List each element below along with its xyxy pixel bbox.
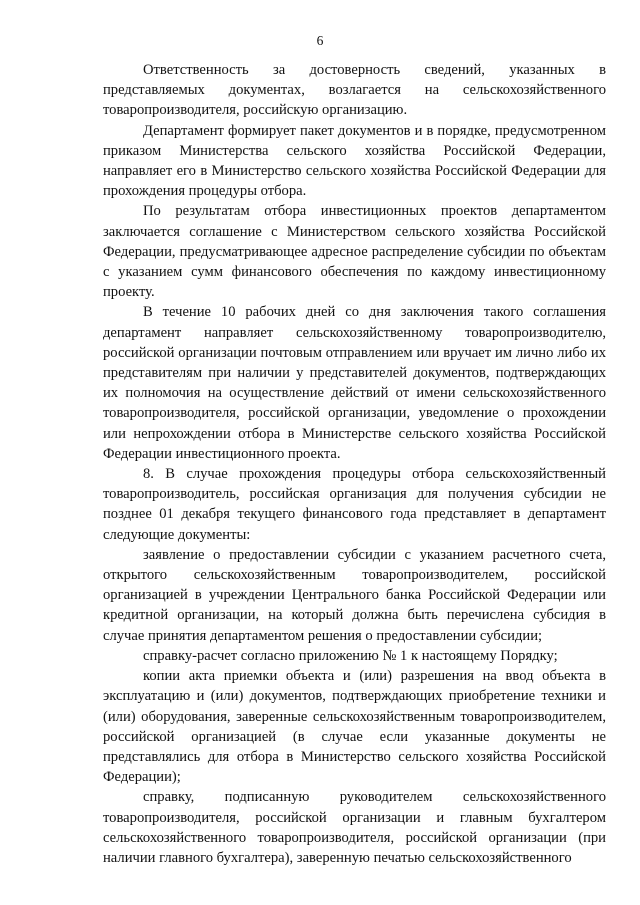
paragraph-responsibility: Ответственность за достоверность сведений, указанных в представляемых документах, возлагается на сельскохозяйственного товаропроизводителя, российскую организацию. <box>103 62 606 119</box>
page-number: 6 <box>316 33 324 48</box>
paragraph-agreement: По результатам отбора инвестиционных проектов департаментом заключается соглашение с Министерством сельского хозяйства Российской Федерации, предусматривающее адресное распределение субсидии по объектам с указанием сумм финансового обеспечения по каждому инвестиционному проекту. <box>103 203 606 301</box>
paragraph-department-package: Департамент формирует пакет документов и в порядке, предусмотренном приказом Министерства сельского хозяйства Российской Федерации, направляет его в Министерство сельского хозяйства Российской Федерации для прохождения процедуры отбора. <box>103 122 606 200</box>
paragraph-notification: В течение 10 рабочих дней со дня заключения такого соглашения департамент направляет сельскохозяйственному товаропроизводителю, российской организации почтовым отправлением или вручает им лично либо их представителям при наличии у представителей документов, подтверждающих их полномочия на осуществление действий от имени сельскохозяйственного товаропроизводителя, российской организации, уведомление о прохождении или непрохождении отбора в Министерстве сельского хозяйства Российской Федерации инвестиционного проекта. <box>103 304 606 462</box>
list-item-signed-certificate: справку, подписанную руководителем сельскохозяйственного товаропроизводителя, российской организации и главным бухгалтером сельскохозяйственного товаропроизводителя, российской организации (при наличии главного бухгалтера), заверенную печатью сельскохозяйственного <box>103 789 606 866</box>
list-item-application: заявление о предоставлении субсидии с указанием расчетного счета, открытого сельскохозяйственным товаропроизводителем, российской организацией в учреждении Центрального банка Российской Федерации или кредитной организации, на который должна быть перечислена субсидия в случае принятия департаментом решения о предоставлении субсидии; <box>103 546 606 644</box>
document-body <box>103 60 606 868</box>
list-item-calculation: справку-расчет согласно приложению № 1 к настоящему Порядку; <box>143 647 558 664</box>
paragraph-item-8: 8. В случае прохождения процедуры отбора сельскохозяйственный товаропроизводитель, российская организация для получения субсидии не позднее 01 декабря текущего финансового года представляет в департамент следующие документы: <box>103 466 606 543</box>
list-item-acceptance-copies: копии акта приемки объекта и (или) разрешения на ввод объекта в эксплуатацию и (или) документов, подтверждающих приобретение техники и (или) оборудования, заверенные сельскохозяйственным товаропроизводителем, российской организацией (в случае если указанные документы не представлялись для отбора в Министерство сельского хозяйства Российской Федерации); <box>103 668 606 786</box>
